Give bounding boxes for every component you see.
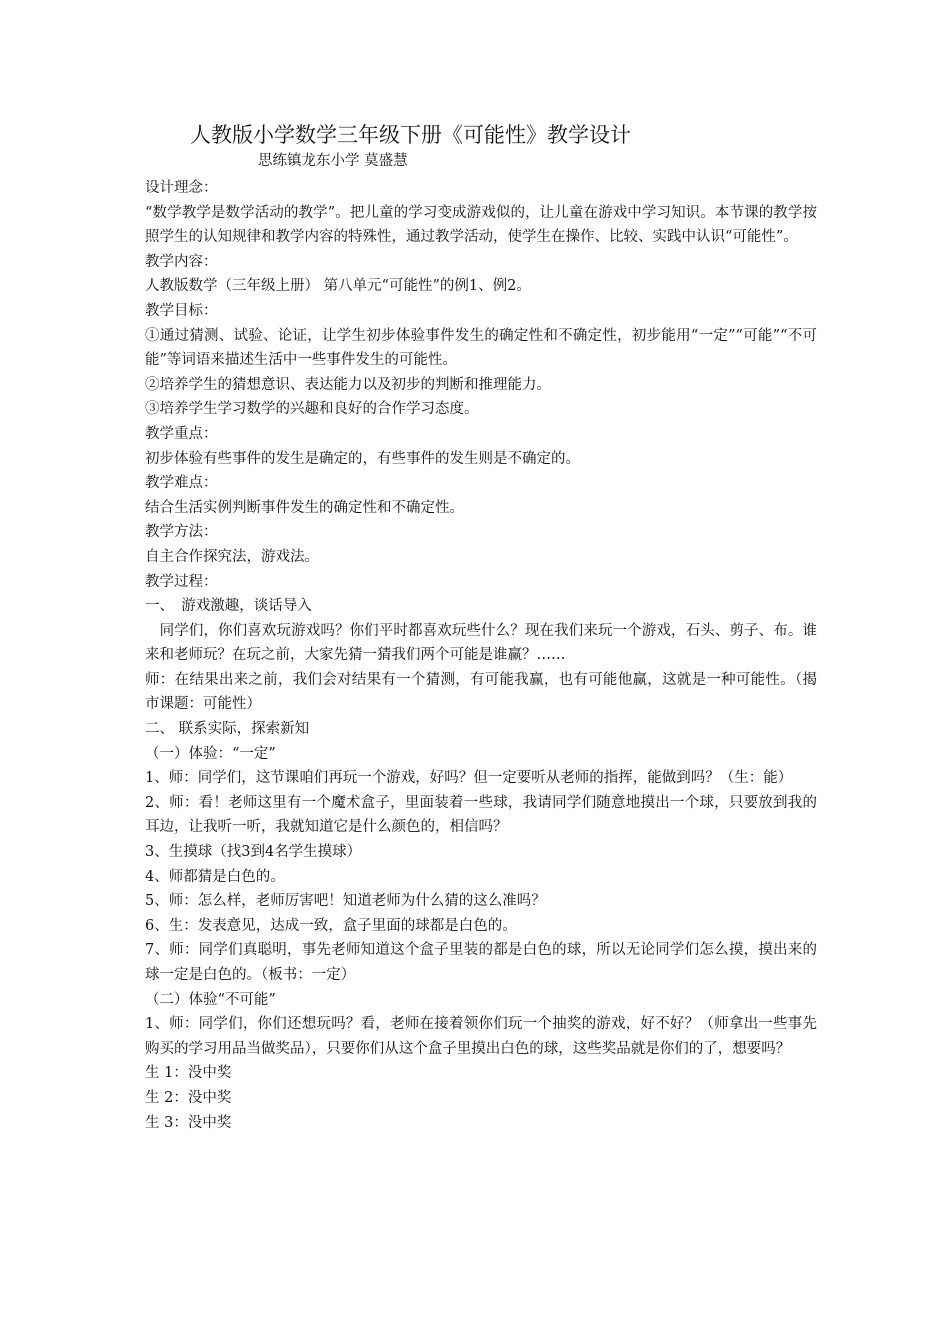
list-item: 7、师：同学们真聪明，事先老师知道这个盒子里装的都是白色的球，所以无论同学们怎么摸，摸出来的球一定是白色的。（板书：一定） <box>145 942 817 983</box>
subsection-heading: （一）体验：“一定” <box>145 745 276 762</box>
list-item: 6、生：发表意见，达成一致，盒子里面的球都是白色的。 <box>145 917 517 934</box>
paragraph: “数学教学是数学活动的教学”。把儿童的学习变成游戏似的，让儿童在游戏中学习知识。本节课的教学按照学生的认知规律和教学内容的特殊性，通过教学活动，使学生在操作、比较、实践中认识“可能性”。 <box>145 204 817 246</box>
student-response: 生 2：没中奖 <box>145 1089 232 1106</box>
process-step-heading: 二、 联系实际，探索新知 <box>145 721 310 738</box>
paragraph: 同学们，你们喜欢玩游戏吗？你们平时都喜欢玩些什么？现在我们来玩一个游戏，石头、剪子、布。谁来和老师玩？在玩之前，大家先猜一猜我们两个可能是谁赢？…… <box>145 622 817 664</box>
paragraph: 人教版数学（三年级上册） 第八单元“可能性”的例1、例2。 <box>145 278 531 295</box>
objective-item: ①通过猜测、试验、论证，让学生初步体验事件发生的确定性和不确定性，初步能用“一定”“可能”“不可能”等词语来描述生活中一些事件发生的可能性。 <box>145 327 817 369</box>
document-title: 人教版小学数学三年级下册《可能性》教学设计 <box>190 123 631 147</box>
list-item: 3、生摸球（找3到4名学生摸球） <box>145 844 362 861</box>
objective-item: ②培养学生的猜想意识、表达能力以及初步的判断和推理能力。 <box>145 376 551 393</box>
section-heading: 设计理念： <box>145 180 218 196</box>
section-heading: 教学方法： <box>145 524 218 541</box>
section-heading: 教学内容： <box>145 253 218 270</box>
section-heading: 教学重点： <box>145 425 218 442</box>
document-body <box>145 176 817 1135</box>
paragraph: 初步体验有些事件的发生是确定的，有些事件的发生则是不确定的。 <box>145 450 580 467</box>
process-step-heading: 一、 游戏激趣，谈话导入 <box>145 598 312 615</box>
paragraph: 结合生活实例判断事件发生的确定性和不确定性。 <box>145 499 464 516</box>
section-heading: 教学过程： <box>145 573 218 590</box>
subsection-heading: （二）体验“不可能” <box>145 991 276 1008</box>
list-item: 2、师：看！老师这里有一个魔术盒子，里面装着一些球，我请同学们随意地摸出一个球，只要放到我的耳边，让我听一听，我就知道它是什么颜色的，相信吗？ <box>145 794 817 836</box>
paragraph: 师：在结果出来之前，我们会对结果有一个猜测，有可能我赢，也有可能他赢，这就是一种可能性。（揭市课题：可能性） <box>145 671 817 713</box>
list-item: 4、师都猜是白色的。 <box>145 868 285 885</box>
list-item: 1、师：同学们，你们还想玩吗？看，老师在接着领你们玩一个抽奖的游戏，好不好？（师拿出一些事先购买的学习用品当做奖品），只要你们从这个盒子里摸出白色的球，这些奖品就是你们的了，想要吗？ <box>145 1016 817 1057</box>
section-heading: 教学难点： <box>145 475 218 492</box>
list-item: 5、师：怎么样，老师厉害吧！知道老师为什么猜的这么准吗？ <box>145 893 546 910</box>
document-author: 思练镇龙东小学 莫盛慧 <box>258 153 408 169</box>
paragraph: 自主合作探究法，游戏法。 <box>145 548 319 565</box>
list-item: 1、师：同学们，这节课咱们再玩一个游戏，好吗？但一定要听从老师的指挥，能做到吗？（生：能） <box>145 770 793 787</box>
student-response: 生 1：没中奖 <box>145 1065 232 1082</box>
objective-item: ③培养学生学习数学的兴趣和良好的合作学习态度。 <box>145 401 479 418</box>
section-heading: 教学目标： <box>145 302 218 319</box>
student-response: 生 3：没中奖 <box>145 1114 232 1131</box>
